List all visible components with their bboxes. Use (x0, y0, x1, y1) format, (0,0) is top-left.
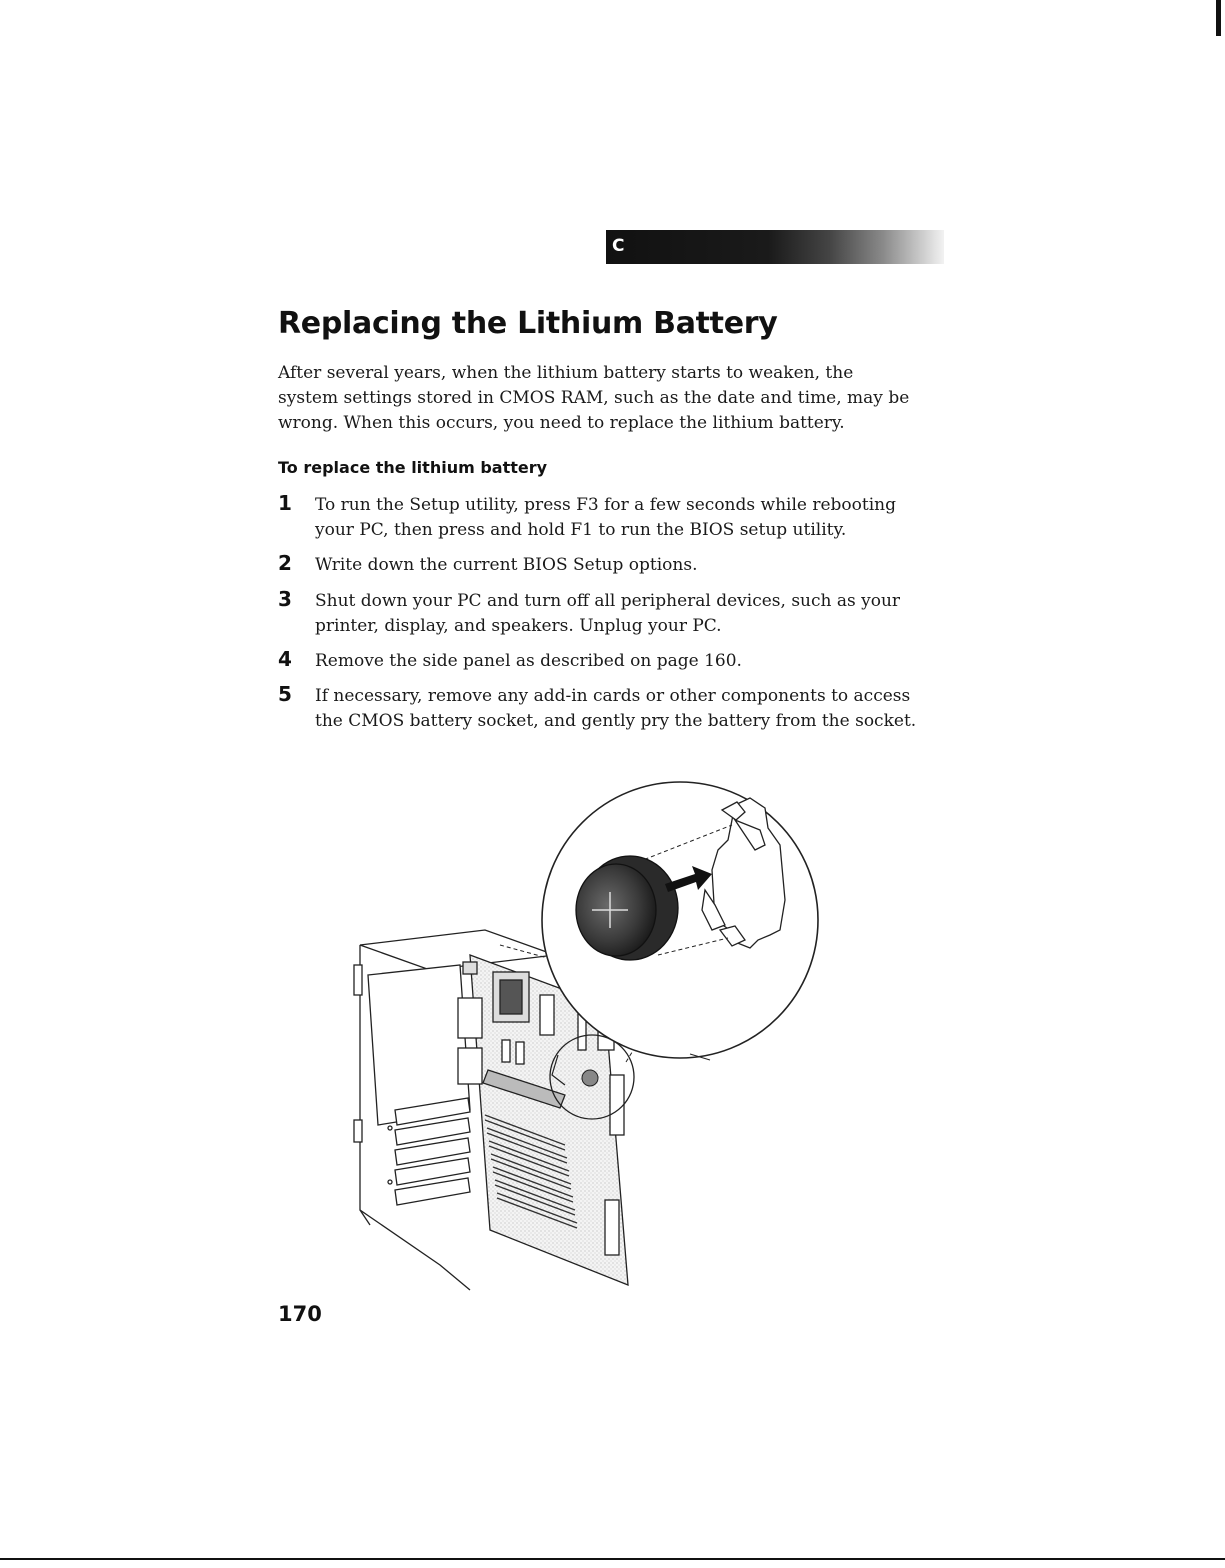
page-bottom-rule (0, 1558, 1225, 1560)
step-text: Shut down your PC and turn off all peripheral devices, such as your printer, display, and speakers. Unplug your PC. (315, 591, 901, 636)
procedure-heading: To replace the lithium battery (278, 458, 548, 477)
battery-replacement-illustration (340, 750, 830, 1320)
page-number: 170 (278, 1302, 322, 1326)
chapter-tab (606, 230, 944, 264)
step-text: Write down the current BIOS Setup options. (315, 555, 698, 575)
corner-crop-mark (1216, 0, 1221, 36)
step-text: If necessary, remove any add-in cards or other components to access the CMOS battery socket, and gently pry the battery from the socket. (315, 686, 917, 731)
chapter-letter: C (612, 236, 625, 256)
section-title: Replacing the Lithium Battery (278, 306, 778, 341)
battery-socket-small (582, 1070, 598, 1086)
intro-paragraph: After several years, when the lithium battery starts to weaken, the system settings stored in CMOS RAM, such as the date and time, may be wrong. When this occurs, you need to replace the lithium battery. (278, 363, 910, 433)
step-text: To run the Setup utility, press F3 for a few seconds while rebooting your PC, then press and hold F1 to run the BIOS setup utility. (315, 495, 896, 540)
step-number: 2 (278, 551, 292, 575)
step-text: Remove the side panel as described on page 160. (315, 651, 742, 671)
step-number: 1 (278, 491, 292, 515)
step-number: 4 (278, 647, 292, 671)
step-number: 3 (278, 587, 292, 611)
step-number: 5 (278, 682, 292, 706)
drive-bays (395, 1098, 470, 1205)
